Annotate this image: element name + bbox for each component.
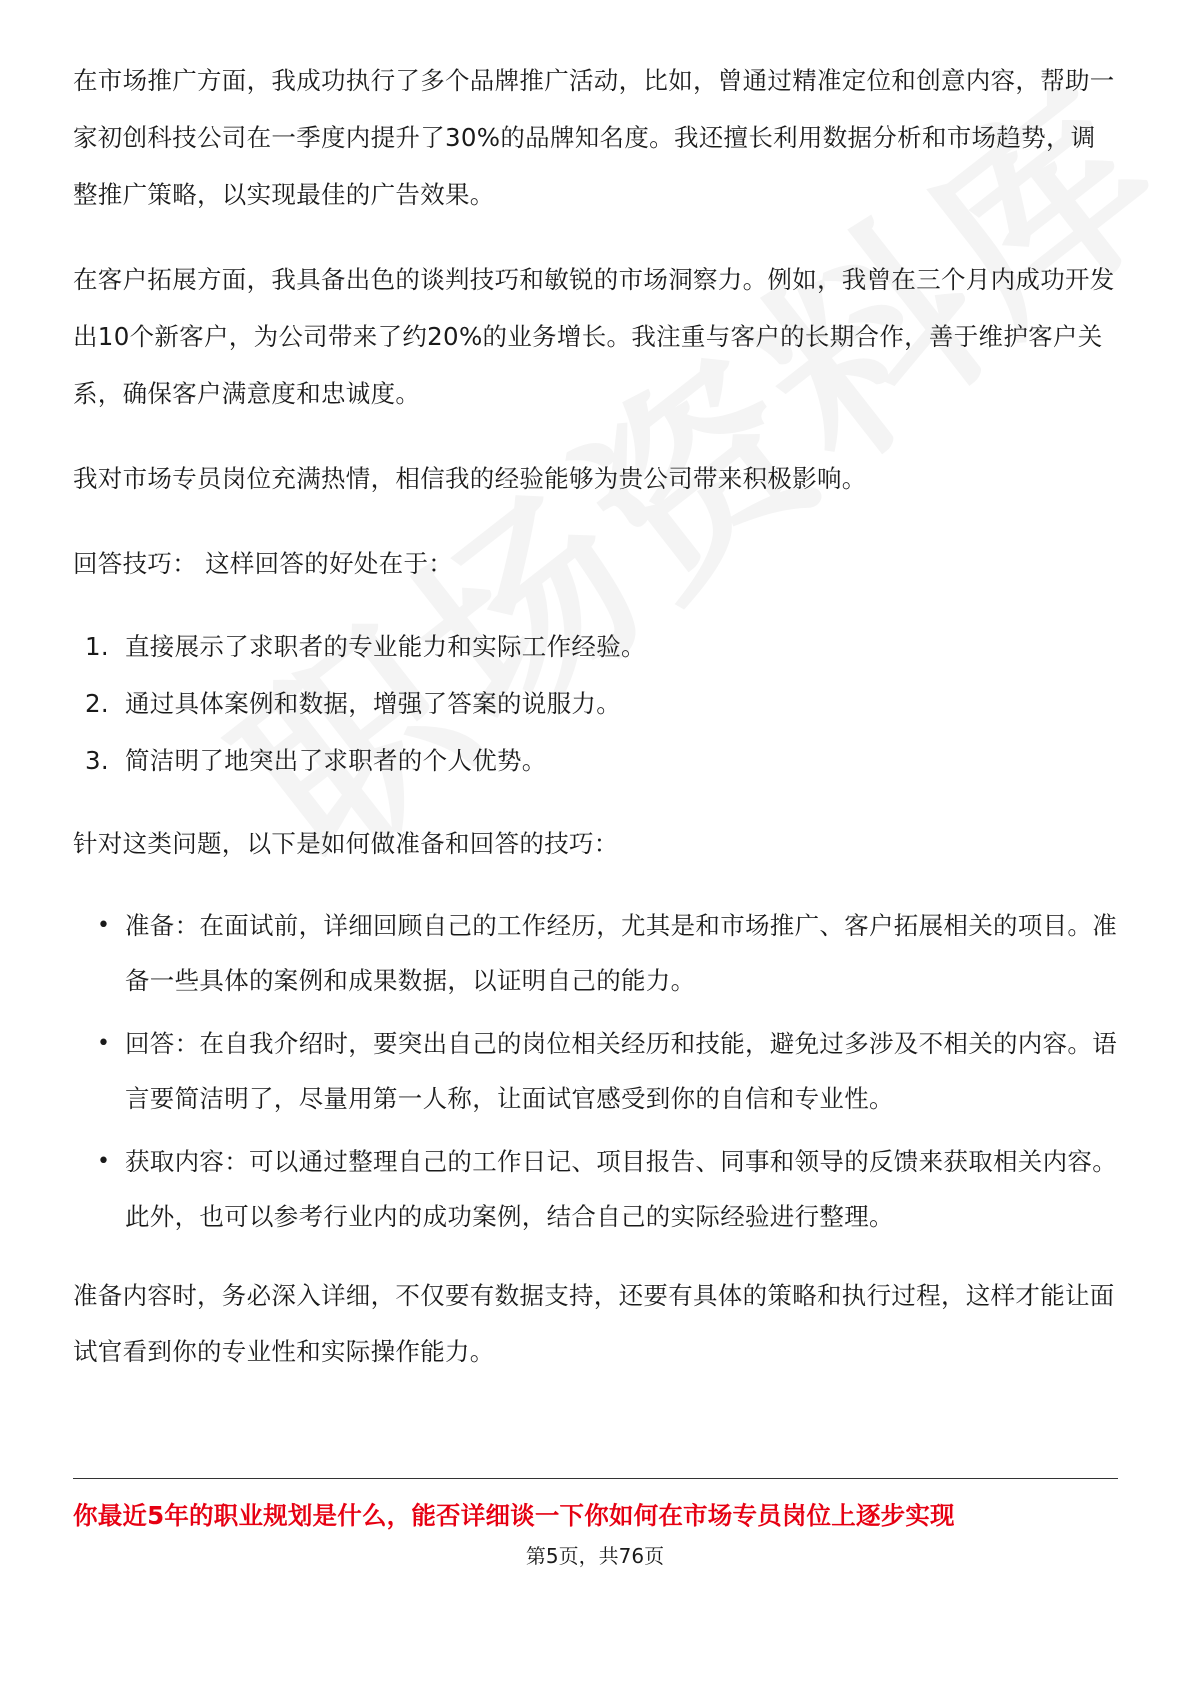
answer-tips-heading: 回答技巧： 这样回答的好处在于： — [73, 549, 454, 578]
bullet-icon: • — [97, 913, 111, 938]
paragraph-summary: 准备内容时，务必深入详细，不仅要有数据支持，还要有具体的策略和执行过程，这样才能让面试官看到你的专业性和实际操作能力。 — [73, 1281, 1115, 1366]
list-item-text: 直接展示了求职者的专业能力和实际工作经验。 — [125, 632, 646, 661]
advice-list — [73, 898, 1118, 1244]
list-item-text: 简洁明了地突出了求职者的个人优势。 — [125, 746, 547, 775]
list-item — [73, 618, 1118, 675]
paragraph-enthusiasm: 我对市场专员岗位充满热情，相信我的经验能够为贵公司带来积极影响。 — [73, 464, 867, 493]
list-item — [73, 732, 1118, 789]
page-number: 第5页，共76页 — [525, 1544, 665, 1568]
list-item — [73, 898, 1118, 1008]
list-item — [73, 1134, 1118, 1244]
list-number: 3. — [85, 746, 109, 775]
paragraph-marketing: 在市场推广方面，我成功执行了多个品牌推广活动，比如，曾通过精准定位和创意内容，帮助一家初创科技公司在一季度内提升了30%的品牌知名度。我还擅长利用数据分析和市场趋势，调整推广策略，以实现最佳的广告效果。 — [73, 66, 1115, 209]
list-number: 2. — [85, 689, 109, 718]
list-item-text: 通过具体案例和数据，增强了答案的说服力。 — [125, 689, 621, 718]
paragraph-client-expansion: 在客户拓展方面，我具备出色的谈判技巧和敏锐的市场洞察力。例如，我曾在三个月内成功开发出10个新客户，为公司带来了约20%的业务增长。我注重与客户的长期合作，善于维护客户关系，确保客户满意度和忠诚度。 — [73, 265, 1115, 408]
list-item — [73, 675, 1118, 732]
list-item-text: 获取内容：可以通过整理自己的工作日记、项目报告、同事和领导的反馈来获取相关内容。此外，也可以参考行业内的成功案例，结合自己的实际经验进行整理。 — [125, 1147, 1117, 1231]
document-body — [73, 52, 1118, 1380]
next-question-title: 你最近5年的职业规划是什么，能否详细谈一下你如何在市场专员岗位上逐步实现 — [73, 1501, 955, 1530]
tips-list — [73, 618, 1118, 789]
bullet-icon: • — [97, 1031, 111, 1056]
list-item — [73, 1016, 1118, 1126]
bullet-icon: • — [97, 1149, 111, 1174]
list-item-text: 准备：在面试前，详细回顾自己的工作经历，尤其是和市场推广、客户拓展相关的项目。准备一些具体的案例和成果数据，以证明自己的能力。 — [125, 911, 1117, 995]
list-number: 1. — [85, 632, 109, 661]
list-item-text: 回答：在自我介绍时，要突出自己的岗位相关经历和技能，避免过多涉及不相关的内容。语言要简洁明了，尽量用第一人称，让面试官感受到你的自信和专业性。 — [125, 1029, 1117, 1113]
preparation-heading: 针对这类问题，以下是如何做准备和回答的技巧： — [73, 829, 619, 858]
section-divider — [73, 1478, 1118, 1479]
